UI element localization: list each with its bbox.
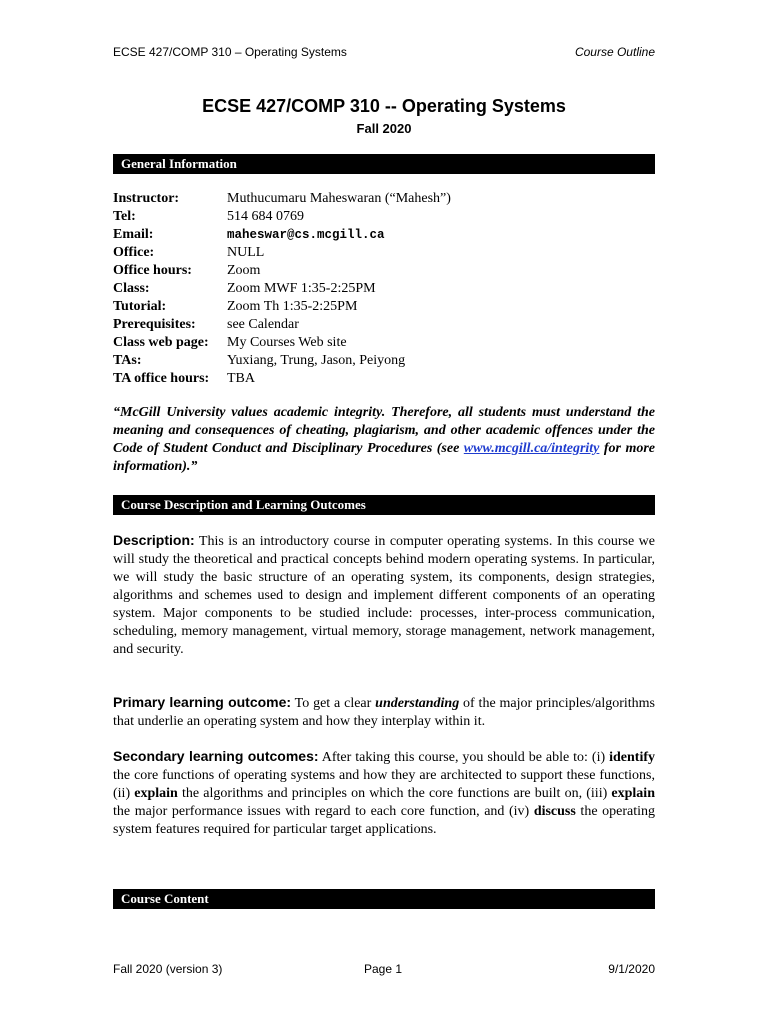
info-value: NULL [227, 245, 265, 260]
primary-outcome-text-end: of the major principles/algorithms that underlie an operating system and how they interplay within it. [113, 696, 655, 729]
general-info-table [113, 190, 655, 388]
keyword-identify: identify [609, 750, 655, 765]
description-text: This is an introductory course in computer operating systems. In this course we will study the theoretical and practical concepts behind modern operating systems. In particular, we will study the basic structure of an operating system, its components, design strategies, algorithms and schemes used to design and implement different components of an operating system. Major components to be studied include: processes, inter-process communication, scheduling, memory management, virtual memory, storage management, network management, and security. [113, 534, 656, 657]
section-description-outcomes: Course Description and Learning Outcomes [113, 495, 655, 515]
info-label: Instructor: [113, 191, 180, 206]
document-term: Fall 2020 [356, 121, 412, 136]
integrity-link[interactable]: www.mcgill.ca/integrity [463, 441, 600, 456]
info-row-tutorial [113, 298, 655, 316]
info-value: Zoom Th 1:35-2:25PM [227, 299, 358, 314]
footer-page-number: Page 1 [364, 962, 403, 976]
info-row-class-web-page [113, 334, 655, 352]
secondary-text: After taking this course, you should be able to: (i) [321, 750, 610, 765]
info-row-class [113, 280, 655, 298]
info-value: Yuxiang, Trung, Jason, Peiyong [227, 353, 406, 368]
info-row-tas [113, 352, 655, 370]
description-lead: Description: [113, 532, 195, 548]
info-row-ta-office-hours [113, 370, 655, 388]
footer-version: Fall 2020 (version 3) [113, 962, 223, 976]
header-doc-type: Course Outline [574, 45, 655, 59]
info-row-email [113, 226, 655, 244]
integrity-text-end: for more information).” [113, 441, 655, 474]
email-value: maheswar@cs.mcgill.ca [227, 228, 385, 242]
info-row-tel [113, 208, 655, 226]
info-label: TA office hours: [113, 371, 210, 386]
info-label: Office hours: [113, 263, 192, 278]
running-header [113, 45, 655, 59]
info-row-office-hours [113, 262, 655, 280]
footer-date: 9/1/2020 [608, 962, 655, 976]
info-value: TBA [227, 371, 255, 386]
info-label: Office: [113, 245, 155, 260]
info-value: 514 684 0769 [227, 209, 304, 224]
info-value: Zoom MWF 1:35-2:25PM [227, 281, 376, 296]
info-label: Class web page: [113, 335, 209, 350]
integrity-statement [113, 404, 655, 476]
description-paragraph [113, 531, 655, 659]
secondary-text: the major performance issues with regard to each core function, and (iv) [113, 804, 534, 819]
info-row-instructor [113, 190, 655, 208]
secondary-text: the algorithms and principles on which the core functions are built on, (iii) [177, 786, 612, 801]
keyword-discuss: discuss [533, 804, 576, 819]
secondary-text: the operating system features required for particular target applications. [113, 804, 655, 837]
info-label: TAs: [113, 353, 142, 368]
primary-outcome-emphasis: understanding [375, 696, 460, 711]
info-label: Tel: [113, 209, 136, 224]
primary-outcome-text: To get a clear [294, 696, 376, 711]
info-value: My Courses Web site [227, 335, 347, 350]
info-value: see Calendar [227, 317, 299, 332]
secondary-outcomes-lead: Secondary learning outcomes: [113, 748, 319, 764]
section-general-information: General Information [113, 154, 655, 174]
keyword-explain: explain [134, 786, 178, 801]
info-row-prerequisites [113, 316, 655, 334]
header-course: ECSE 427/COMP 310 – Operating Systems [113, 45, 347, 59]
secondary-outcomes-paragraph [113, 747, 655, 839]
info-label: Prerequisites: [113, 317, 196, 332]
document-title: ECSE 427/COMP 310 -- Operating Systems [202, 96, 566, 116]
secondary-text: the core functions of operating systems and how they are architected to support these functions, (ii) [113, 768, 655, 801]
info-row-office [113, 244, 655, 262]
info-value: Muthucumaru Maheswaran (“Mahesh”) [227, 191, 451, 206]
primary-outcome-lead: Primary learning outcome: [113, 694, 292, 710]
info-label: Email: [113, 227, 154, 242]
keyword-explain: explain [611, 786, 655, 801]
integrity-text: “McGill University values academic integrity. Therefore, all students must understand the meaning and consequences of cheating, plagiarism, and other academic offences under the Code of Student Conduct and Disciplinary Procedures (see [113, 405, 655, 456]
info-label: Tutorial: [113, 299, 167, 314]
section-course-content: Course Content [113, 889, 655, 909]
info-label: Class: [113, 281, 150, 296]
primary-outcome-paragraph [113, 693, 655, 731]
info-value: Zoom [227, 263, 261, 278]
